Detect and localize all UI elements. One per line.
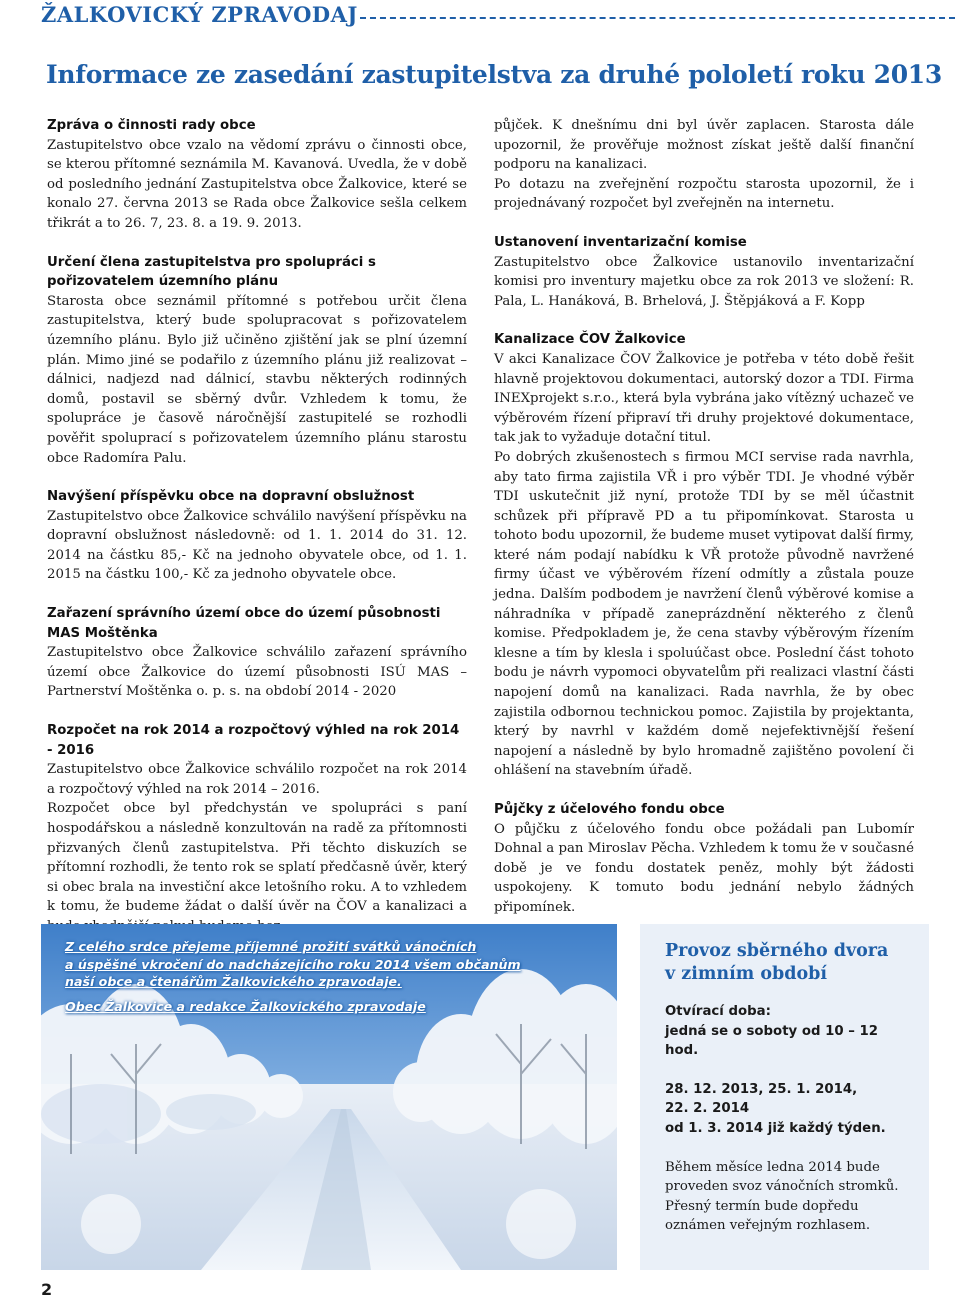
section-transport-contribution bbox=[47, 487, 467, 585]
collection-yard-box bbox=[640, 924, 929, 1270]
section-heading: Navýšení příspěvku obce na dopravní obslužnost bbox=[47, 489, 415, 505]
section-council-report bbox=[47, 116, 467, 234]
section-body: Zastupitelstvo obce vzalo na vědomí zprávu o činnosti obce, se kterou přítomné seznámila M. Kavanová. Uvedla, že v době od posledního jednání Zastupitelstva obce Žalkovice, které se konalo 27. června 2013 se Rada obce Žalkovice sešla celkem třikrát a to 26. 7, 23. 8. a 19. 9. 2013. bbox=[47, 137, 467, 231]
section-budget bbox=[47, 721, 467, 937]
greeting-line: naší obce a čtenářům Žalkovického zpravodaje. bbox=[65, 974, 402, 989]
section-loans bbox=[494, 800, 914, 918]
section-body: Po dotazu na zveřejnění rozpočtu starosta upozornil, že i projednávaný rozpočet byl zveřejněn na internetu. bbox=[494, 176, 914, 212]
section-heading: Půjčky z účelového fondu obce bbox=[494, 802, 725, 817]
christmas-tree-note: Během měsíce ledna 2014 bude proveden svoz vánočních stromků. Přesný termín bude dopředu oznámen veřejným rozhlasem. bbox=[665, 1159, 899, 1234]
newsletter-name: ŽALKOVICKÝ ZPRAVODAJ bbox=[41, 2, 358, 27]
holiday-greeting bbox=[65, 938, 521, 1015]
section-heading: Rozpočet na rok 2014 a rozpočtový výhled na rok 2014 - 2016 bbox=[47, 723, 460, 758]
section-heading: Ustanovení inventarizační komise bbox=[494, 234, 747, 250]
section-sewerage bbox=[494, 330, 914, 781]
opening-dates: od 1. 3. 2014 již každý týden. bbox=[665, 1120, 886, 1136]
section-body: Zastupitelstvo obce Žalkovice schválilo zařazení správního území obce Žalkovice do území působnosti ISÚ MAS – Partnerství Moštěnka o. p. s. na období 2014 - 2020 bbox=[47, 645, 467, 700]
opening-dates: 22. 2. 2014 bbox=[665, 1101, 750, 1117]
section-heading: Kanalizace ČOV Žalkovice bbox=[494, 332, 686, 348]
section-body: Starosta obce seznámil přítomné s potřebou určit člena zastupitelstva, který bude spolupracovat s pořizovatelem územního plánu. Bylo již učiněno zjištění jak se plní územní plán. Mimo jiné se podařilo z územního plánu již realizovat – dálnici, nadjezd nad dálnicí, stavbu některých rodinných domů, postavil se sběrný dvůr. Vzhledem k tomu, že spolupráce je časově náročnější zastupitelé se rozhodli pověřit spoluprací s pořizovatelem územního plánu starostu obce Radomíra Palu. bbox=[47, 293, 467, 466]
box-title-line: v zimním období bbox=[665, 964, 828, 984]
header-divider bbox=[360, 17, 955, 19]
section-body: O půjčku z účelového fondu obce požádali pan Lubomír Dohnal a pan Miroslav Pěcha. Vzhledem k tomu že v současné době je ve fondu dostatek peněz, mohly být žádosti uspokojeny. K tomuto bodu jednání nebylo žádných připomínek. bbox=[494, 821, 914, 915]
section-inventory-commission bbox=[494, 233, 914, 311]
greeting-signature: Obec Žalkovice a redakce Žalkovického zpravodaje bbox=[65, 998, 426, 1014]
box-body bbox=[665, 1002, 915, 1236]
opening-dates: 28. 12. 2013, 25. 1. 2014, bbox=[665, 1081, 858, 1097]
left-column bbox=[47, 116, 467, 956]
greeting-line: Z celého srdce přejeme příjemné prožití svátků vánočních bbox=[65, 939, 477, 954]
section-heading: Určení člena zastupitelstva pro spolupráci s pořizovatelem územního plánu bbox=[47, 254, 376, 290]
section-mas-mostenka bbox=[47, 604, 467, 702]
section-heading: Zařazení správního území obce do území působnosti MAS Moštěnka bbox=[47, 606, 441, 641]
section-planning-member bbox=[47, 253, 467, 469]
section-body: Zastupitelstvo obce Žalkovice ustanovilo inventarizační komisi pro inventury majetku obce za rok 2013 ve složení: R. Pala, L. Hanáková, B. Brhelová, J. Štěpjáková a F. Kopp bbox=[494, 254, 914, 309]
right-column bbox=[494, 116, 914, 937]
box-title-line: Provoz sběrného dvora bbox=[665, 941, 889, 961]
box-title bbox=[665, 940, 888, 986]
section-body: Zastupitelstvo obce Žalkovice schválilo rozpočet na rok 2014 a rozpočtový výhled na rok 2014 – 2016. bbox=[47, 762, 467, 797]
section-budget-continued bbox=[494, 116, 914, 214]
opening-hours-label: Otvírací doba: bbox=[665, 1004, 771, 1019]
greeting-line: a úspěšné vkročení do nadcházejícího roku 2014 všem občanům bbox=[65, 956, 521, 972]
page-number: 2 bbox=[41, 1280, 53, 1299]
section-body: V akci Kanalizace ČOV Žalkovice je potřeba v této době řešit hlavně projektovou dokumentaci, autorský dozor a TDI. Firma INEXprojekt s.r.o., která byla vybrána jako vítězný uchazeč ve výběrovém řízení připraví tři druhy projektové dokumentace, tak jak to vyžaduje dotační titul. bbox=[494, 351, 914, 446]
opening-hours-value: jedná se o soboty od 10 – 12 hod. bbox=[665, 1023, 879, 1059]
section-body: půjček. K dnešnímu dni byl úvěr zaplacen. Starosta dále upozornil, že prověřuje možnost získat ještě další finanční podporu na kanalizaci. bbox=[494, 118, 914, 173]
section-heading: Zpráva o činnosti rady obce bbox=[47, 118, 256, 133]
winter-landscape-photo bbox=[41, 924, 617, 1270]
section-body: Po dobrých zkušenostech s firmou MCI servise rada navrhla, aby tato firma zajistila VŘ i pro výběr TDI. Je vhodné výběr TDI uskutečnit již nyní, protože TDI by se měl účastnit schůzek při přípravě PD a tu připomínkovat. Starosta u tohoto bodu upozornil, že budeme muset vytipovat další firmy, které nám podají nabídku k VŘ protože původně navržené firmy účast ve výběrovém řízení odmítly a zůstala pouze jedna. Dalším podbodem je navržení členů výběrové komise a náhradníka v případě zaneprázdnění některého z členů komise. Předpokladem je, že cena stavby výběrovým řízením klesne a tím by klesla i spoluúčast obce. Poslední část tohoto bodu je návrh vypomoci obyvatelům při realizaci vlastní části napojení domů na kanalizaci. Rada navrhla, že by obec zajistila odbornou technickou pomoc. Zajistila by projektanta, který by navrhl v každém domě nejefektivnější řešení napojení a následně by bylo hromadně zajištěno povolení či ohlášení na stavebním úřadě. bbox=[494, 449, 914, 779]
article-title: Informace ze zasedání zastupitelstva za druhé pololetí roku 2013 bbox=[46, 60, 942, 89]
section-body: Zastupitelstvo obce Žalkovice schválilo navýšení příspěvku na dopravní obslužnost následovně: od 1. 1. 2014 do 31. 12. 2014 na částku 85,- Kč na jednoho obyvatele obce, od 1. 1. 2015 na částku 100,- Kč za jednoho obyvatele obce. bbox=[47, 508, 467, 583]
section-body: Rozpočet obce byl předchystán ve spolupráci s paní hospodářskou a následně konzultován na radě za přítomnosti přizvaných členů zastupitelstva. Při těchto diskuzích se přítomní rozhodli, že tento rok se splatí předčasně úvěr, který si obec brala na investiční akce letošního roku. A to vzhledem k tomu, že budeme žádat o další úvěr na ČOV a kanalizaci a bbox=[47, 801, 467, 915]
